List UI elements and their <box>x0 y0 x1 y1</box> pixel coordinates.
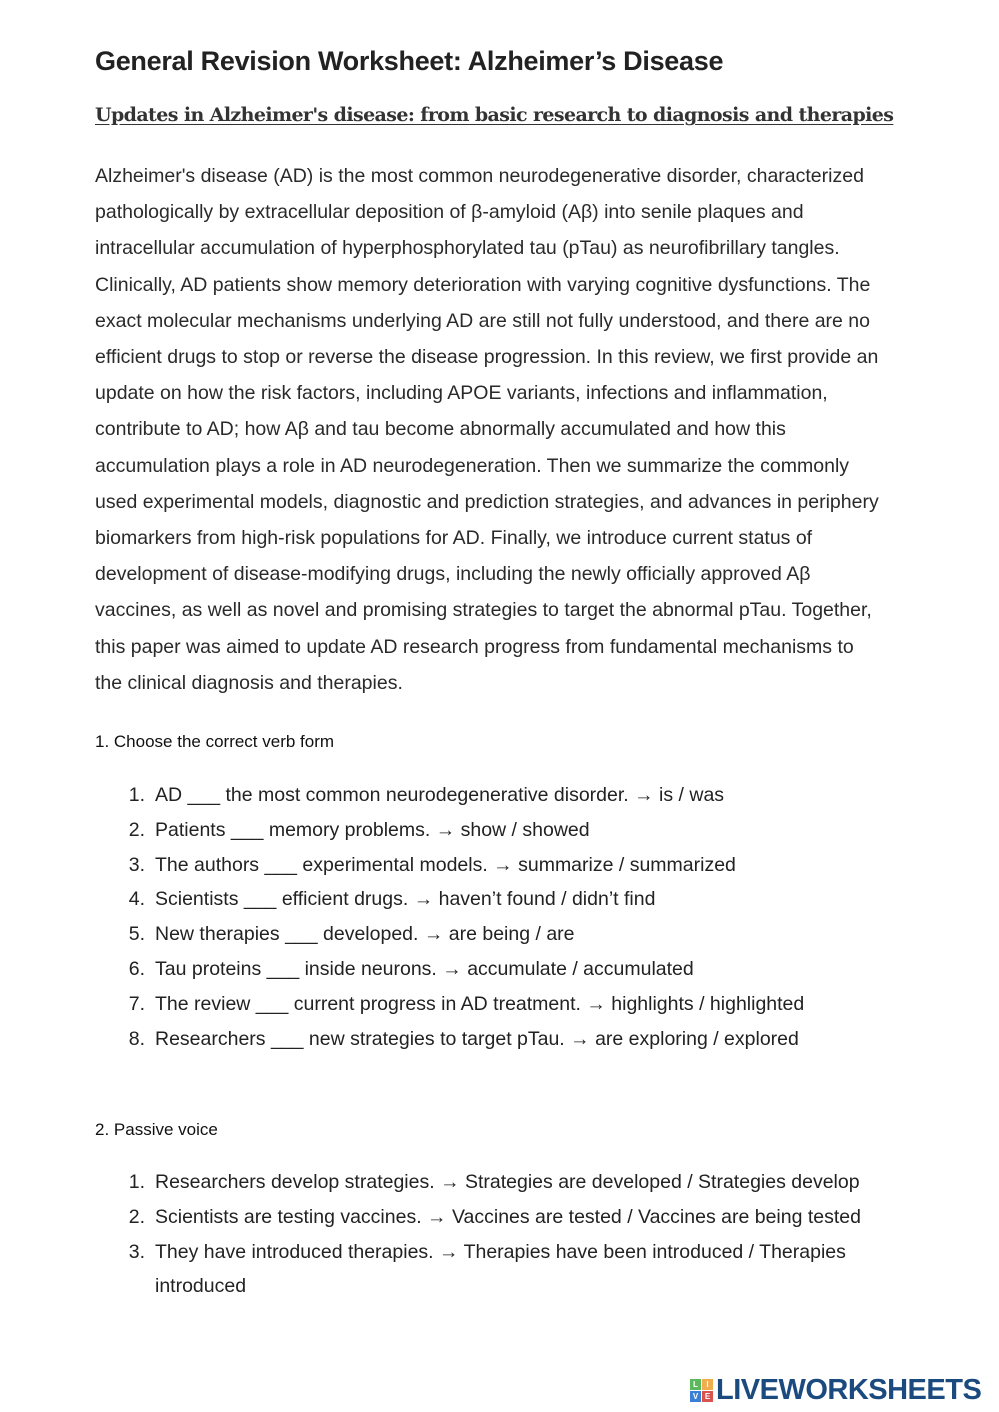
question-number: 4. <box>128 888 145 911</box>
reading-paragraph <box>95 158 915 701</box>
question-number: 1. <box>128 1171 145 1193</box>
paragraph-line: this paper was aimed to update AD research progress from fundamental mechanisms to <box>95 635 854 658</box>
section2-list <box>95 1165 895 1304</box>
question-number: 1. <box>128 784 145 806</box>
paragraph-line: biomarkers from high-risk populations for AD. Finally, we introduce current status of <box>95 527 813 550</box>
question-text: Researchers ___ new strategies to target pTau. → are exploring / explored <box>155 1027 799 1050</box>
paragraph-line: exact molecular mechanisms underlying AD are still not fully understood, and there are no <box>95 309 870 332</box>
question-number: 7. <box>128 992 145 1015</box>
paragraph-line: the clinical diagnosis and therapies. <box>95 671 403 694</box>
question-number: 8. <box>128 1027 145 1050</box>
question-number: 3. <box>128 853 145 876</box>
logo-text: LIVEWORKSHEETS <box>716 1374 982 1406</box>
question-item <box>95 1235 895 1305</box>
question-text: Researchers develop strategies. → Strategies are developed / Strategies develop <box>155 1171 860 1193</box>
question-item <box>95 813 915 848</box>
logo-tile: I <box>702 1379 713 1390</box>
logo-tile: E <box>702 1391 713 1402</box>
section2-heading: 2. Passive voice <box>95 1120 218 1139</box>
question-item <box>95 952 915 987</box>
question-item <box>95 917 915 952</box>
paragraph-line: accumulation plays a role in AD neurodegeneration. Then we summarize the commonly <box>95 454 850 477</box>
question-text: The review ___ current progress in AD treatment. → highlights / highlighted <box>155 992 805 1015</box>
liveworksheets-logo <box>690 1374 981 1407</box>
section1-list <box>95 778 915 1056</box>
question-number: 3. <box>128 1240 145 1263</box>
question-text: AD ___ the most common neurodegenerative disorder. → is / was <box>155 784 725 806</box>
question-item <box>95 987 915 1022</box>
paragraph-line: pathologically by extracellular deposition of β-amyloid (Aβ) into senile plaques and <box>95 201 804 224</box>
paragraph-line: Clinically, AD patients show memory deterioration with varying cognitive dysfunctions. The <box>95 273 871 296</box>
paragraph-line: efficient drugs to stop or reverse the disease progression. In this review, we first provide an <box>95 346 879 369</box>
question-item <box>95 1200 895 1235</box>
question-item <box>95 882 915 917</box>
article-subtitle: Updates in Alzheimer's disease: from basic research to diagnosis and therapies <box>95 104 894 126</box>
question-text: The authors ___ experimental models. → summarize / summarized <box>155 853 736 876</box>
paragraph-line: used experimental models, diagnostic and prediction strategies, and advances in periphery <box>95 490 879 513</box>
question-item <box>95 1022 915 1057</box>
question-text: Scientists ___ efficient drugs. → haven’t found / didn’t find <box>155 888 656 911</box>
question-text: New therapies ___ developed. → are being / are <box>155 923 575 946</box>
question-number: 5. <box>128 923 145 946</box>
question-number: 2. <box>128 1205 145 1228</box>
logo-tile: V <box>690 1391 701 1402</box>
paragraph-line: update on how the risk factors, including APOE variants, infections and inflammation, <box>95 382 828 405</box>
paragraph-line: development of disease-modifying drugs, including the newly officially approved Aβ <box>95 563 811 586</box>
question-item <box>95 778 915 813</box>
question-text: They have introduced therapies. → Therapies have been introduced / Therapies introduced <box>155 1240 846 1298</box>
question-item <box>95 848 915 883</box>
page-title: General Revision Worksheet: Alzheimer’s Disease <box>95 46 724 76</box>
logo-tile: L <box>690 1379 701 1390</box>
question-number: 2. <box>128 818 145 841</box>
section1-heading: 1. Choose the correct verb form <box>95 732 335 751</box>
question-text: Patients ___ memory problems. → show / showed <box>155 818 590 841</box>
paragraph-line: vaccines, as well as novel and promising strategies to target the abnormal pTau. Together, <box>95 599 872 622</box>
paragraph-line: contribute to AD; how Aβ and tau become abnormally accumulated and how this <box>95 418 786 441</box>
question-number: 6. <box>128 957 145 980</box>
question-item <box>95 1165 895 1200</box>
question-text: Tau proteins ___ inside neurons. → accumulate / accumulated <box>155 957 694 980</box>
question-text: Scientists are testing vaccines. → Vaccines are tested / Vaccines are being tested <box>155 1205 861 1228</box>
paragraph-line: intracellular accumulation of hyperphosphorylated tau (pTau) as neurofibrillary tangles. <box>95 237 840 260</box>
paragraph-line: Alzheimer's disease (AD) is the most common neurodegenerative disorder, characterized <box>95 165 864 187</box>
logo-tiles-icon <box>690 1379 713 1402</box>
